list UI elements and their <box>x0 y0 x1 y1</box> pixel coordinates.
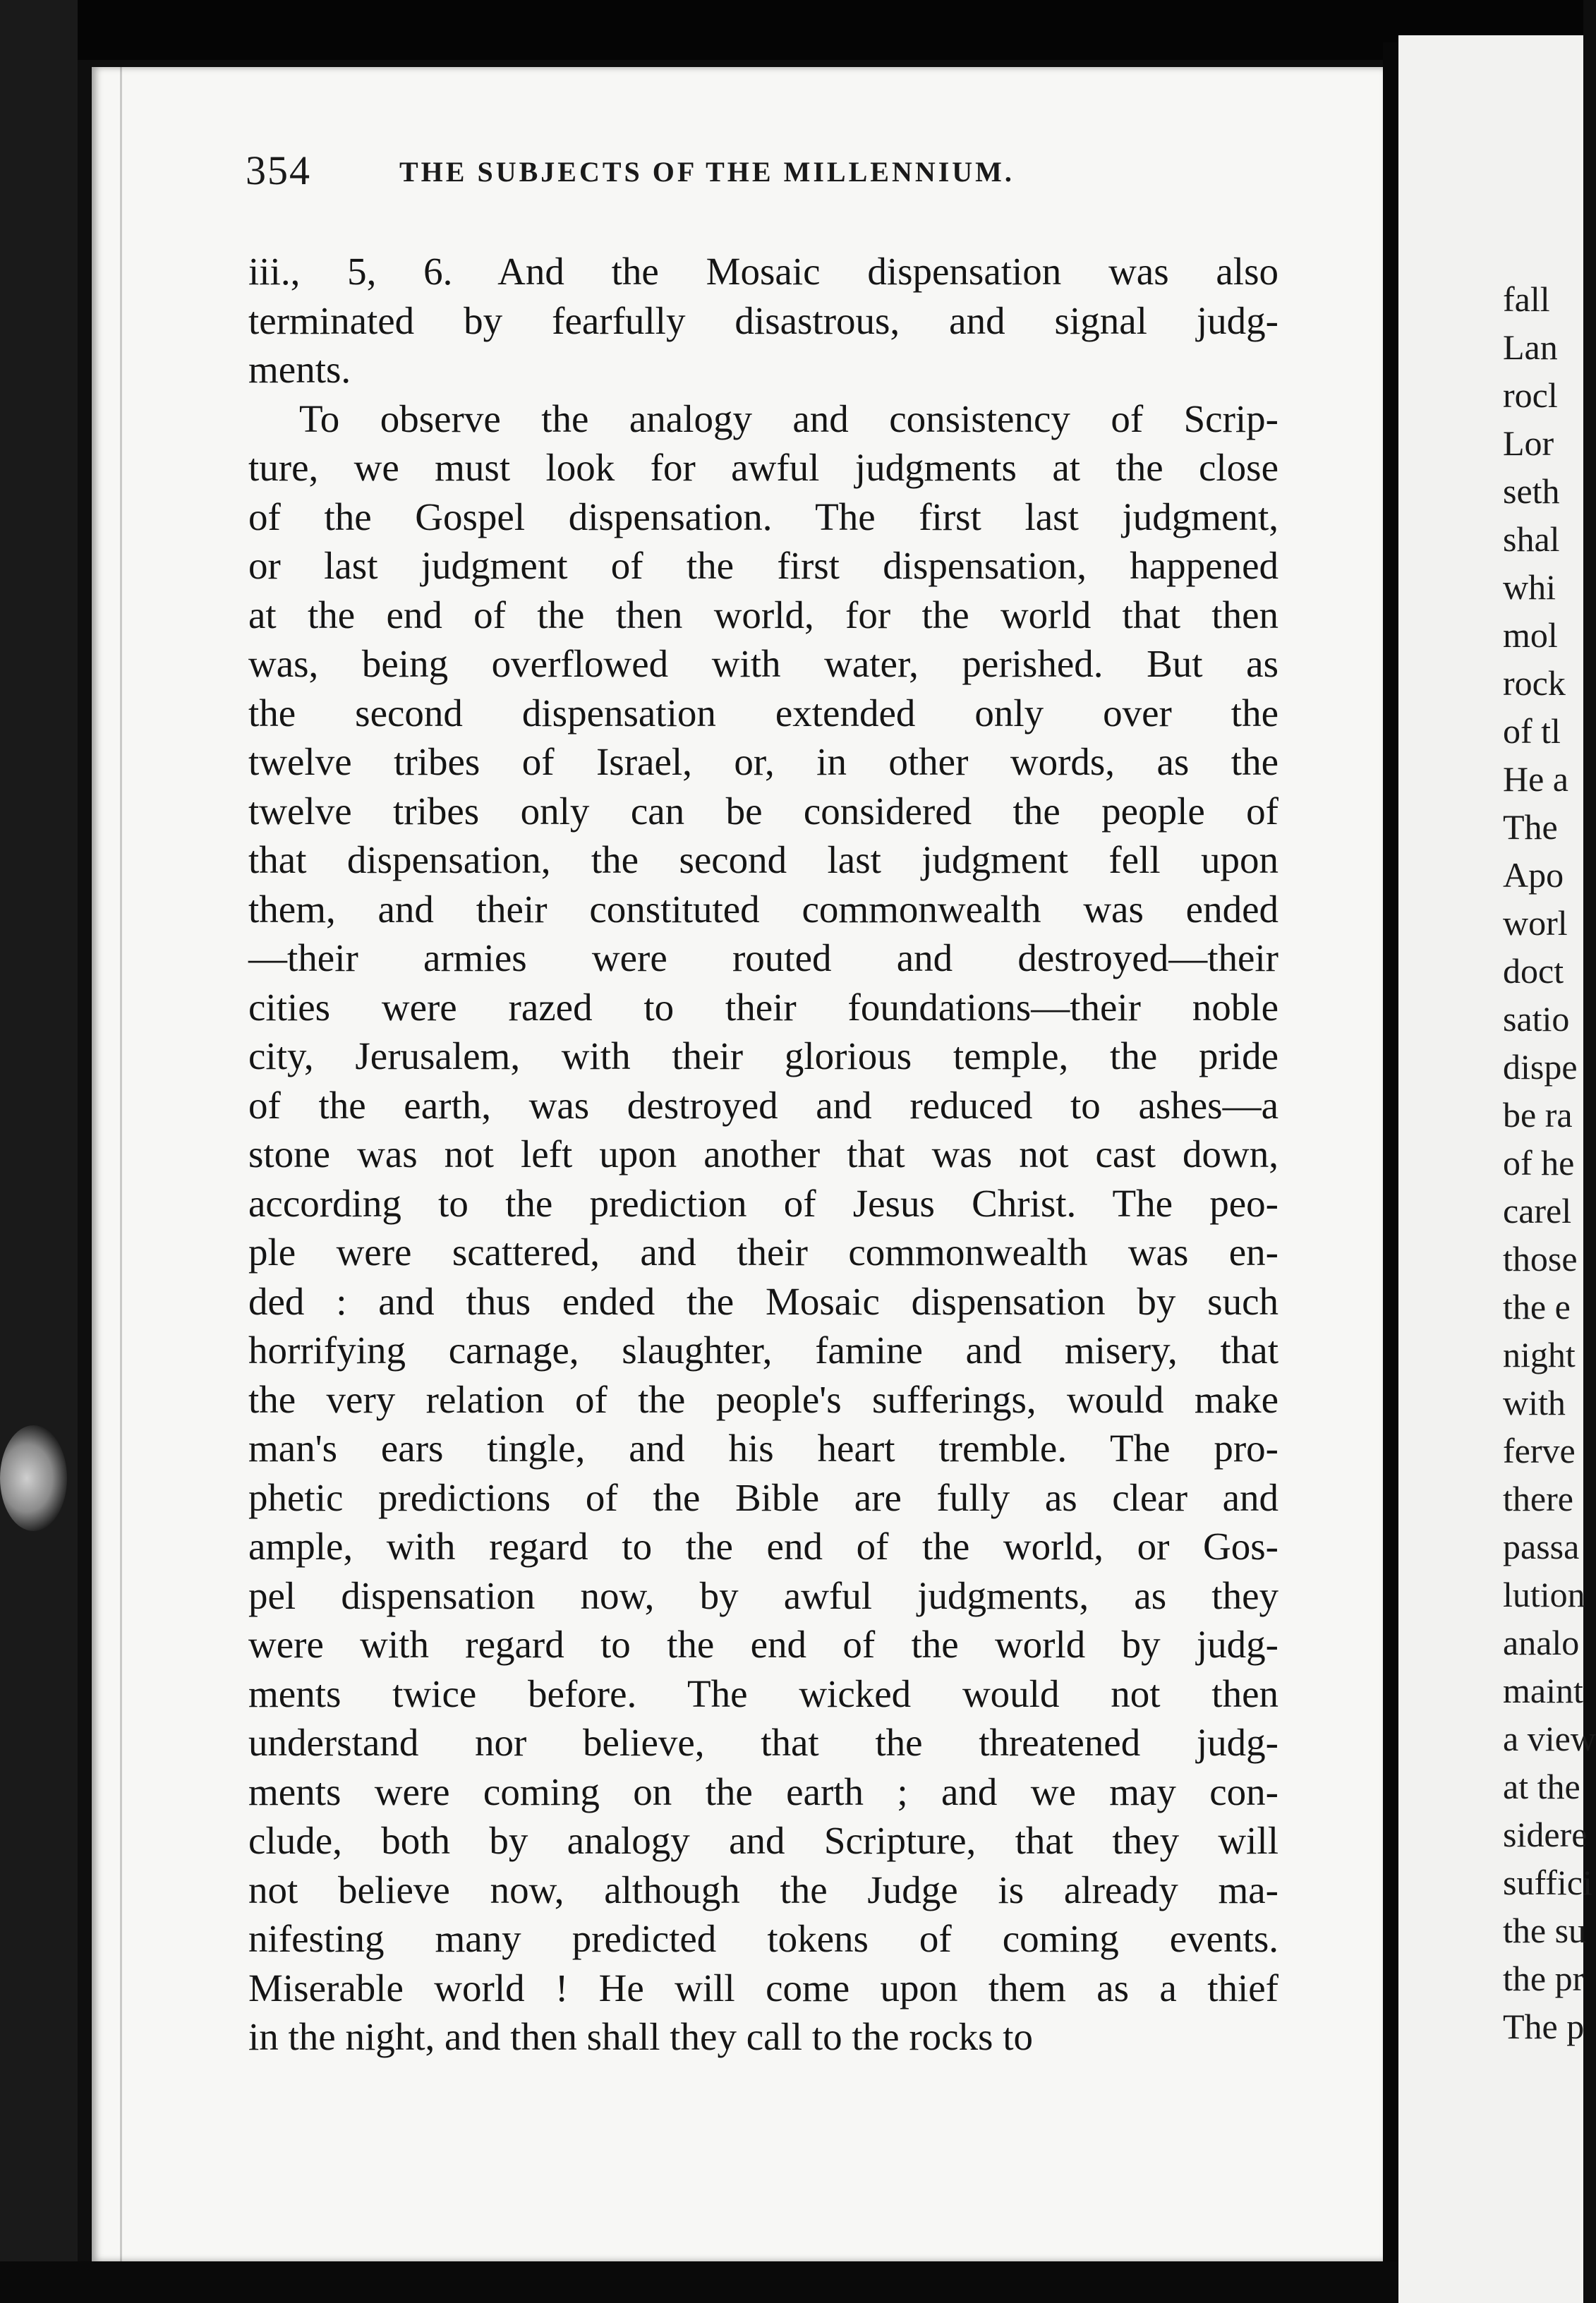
facing-page-text <box>1503 275 1596 2050</box>
text-line: ded : and thus ended the Mosaic dispensation by such <box>248 1279 1278 1323</box>
text-line: stone was not left upon another that was not cast down, <box>248 1132 1278 1175</box>
facing-page-line: carel <box>1503 1191 1572 1231</box>
facing-page-line: doct <box>1503 951 1564 991</box>
page-header <box>246 147 1233 196</box>
facing-page-line: shal <box>1503 519 1560 559</box>
text-line: at the end of the then world, for the world that then <box>248 593 1278 636</box>
facing-page-line: lution <box>1503 1575 1585 1614</box>
text-line: twelve tribes of Israel, or, in other words, as the <box>248 740 1278 783</box>
page-body-text <box>248 247 1278 2062</box>
facing-page <box>1398 35 1596 2303</box>
text-line: the very relation of the people's sufferings, would make <box>248 1377 1278 1421</box>
text-line: terminated by fearfully disastrous, and signal judg- <box>248 298 1278 342</box>
text-line: twelve tribes only can be considered the people of <box>248 789 1278 833</box>
text-line: according to the prediction of Jesus Christ. The peo- <box>248 1181 1278 1225</box>
scan-blemish <box>0 1425 67 1531</box>
facing-page-line: the e <box>1503 1287 1571 1326</box>
facing-page-line: suffici <box>1503 1863 1592 1902</box>
running-title: THE SUBJECTS OF THE MILLENNIUM. <box>399 156 1015 188</box>
text-line: ments twice before. The wicked would not then <box>248 1672 1278 1715</box>
text-line: or last judgment of the first dispensation, happened <box>248 544 1278 587</box>
text-line: understand nor believe, that the threatened judg- <box>248 1721 1278 1764</box>
facing-page-line: be ra <box>1503 1095 1573 1135</box>
facing-page-line: with <box>1503 1383 1566 1422</box>
text-line: pel dispensation now, by awful judgments, as they <box>248 1573 1278 1617</box>
text-line: in the night, and then shall they call to the rocks to <box>248 2015 1033 2058</box>
facing-page-line: He a <box>1503 759 1568 799</box>
facing-page-line: rocl <box>1503 375 1558 415</box>
book-gutter <box>1383 42 1398 2286</box>
text-line: the second dispensation extended only over the <box>248 691 1278 735</box>
text-line: cities were razed to their foundations—their noble <box>248 985 1278 1029</box>
text-line: was, being overflowed with water, perished. But as <box>248 642 1278 685</box>
facing-page-line: those <box>1503 1239 1578 1279</box>
text-line: ments. <box>248 348 351 391</box>
facing-page-line: The <box>1503 807 1558 847</box>
text-line: of the Gospel dispensation. The first last judgment, <box>248 495 1278 538</box>
facing-page-line: there <box>1503 1479 1573 1518</box>
text-line: —their armies were routed and destroyed—their <box>248 936 1278 979</box>
text-line: of the earth, was destroyed and reduced to ashes—a <box>248 1083 1278 1127</box>
text-line: that dispensation, the second last judgment fell upon <box>248 838 1278 881</box>
facing-page-line: ferve <box>1503 1431 1576 1470</box>
facing-page-line: sidere <box>1503 1815 1588 1854</box>
text-line: were with regard to the end of the world by judg- <box>248 1623 1278 1666</box>
page-number: 354 <box>246 147 311 193</box>
scan-border-top <box>0 0 1583 60</box>
scan-border-bottom <box>0 2261 1398 2303</box>
facing-page-line: Lan <box>1503 327 1558 367</box>
facing-page-line: a view <box>1503 1719 1596 1758</box>
facing-page-line: at the <box>1503 1767 1580 1806</box>
facing-page-line: seth <box>1503 471 1560 511</box>
facing-page-line: The p <box>1503 2007 1585 2046</box>
text-line: ments were coming on the earth ; and we may con- <box>248 1770 1278 1813</box>
text-line: clude, both by analogy and Scripture, that they will <box>248 1819 1278 1862</box>
text-line: nifesting many predicted tokens of coming events. <box>248 1917 1278 1960</box>
facing-page-line: dispe <box>1503 1047 1578 1087</box>
text-line: phetic predictions of the Bible are fully as clear and <box>248 1475 1278 1519</box>
facing-page-line: mol <box>1503 615 1558 655</box>
facing-page-line: Apo <box>1503 855 1564 895</box>
facing-page-line: fall <box>1503 279 1550 319</box>
text-line: ple were scattered, and their commonwealth was en- <box>248 1231 1278 1274</box>
text-line: city, Jerusalem, with their glorious temple, the pride <box>248 1034 1278 1077</box>
facing-page-line: the su <box>1503 1911 1587 1950</box>
facing-page-line: the pr <box>1503 1959 1585 1998</box>
text-line: To observe the analogy and consistency of Scrip- <box>299 397 1278 440</box>
facing-page-line: satio <box>1503 999 1570 1039</box>
text-line: man's ears tingle, and his heart tremble. The pro- <box>248 1427 1278 1470</box>
text-line: Miserable world ! He will come upon them as a thief <box>248 1966 1278 2009</box>
text-line: ample, with regard to the end of the world, or Gos- <box>248 1525 1278 1568</box>
text-line: ture, we must look for awful judgments at the close <box>248 446 1278 489</box>
facing-page-line: passa <box>1503 1527 1580 1566</box>
facing-page-line: maint <box>1503 1671 1583 1710</box>
facing-page-line: of tl <box>1503 711 1561 751</box>
text-line: not believe now, although the Judge is already ma- <box>248 1868 1278 1911</box>
facing-page-line: whi <box>1503 567 1556 607</box>
facing-page-line: analo <box>1503 1623 1580 1662</box>
text-line: iii., 5, 6. And the Mosaic dispensation was also <box>248 250 1278 293</box>
text-line: them, and their constituted commonwealth was ended <box>248 887 1278 931</box>
text-line: horrifying carnage, slaughter, famine and misery, that <box>248 1329 1278 1372</box>
facing-page-line: Lor <box>1503 423 1554 463</box>
facing-page-line: worl <box>1503 903 1568 943</box>
facing-page-line: rock <box>1503 663 1566 703</box>
scan-binding-edge <box>0 0 78 2303</box>
facing-page-line: of he <box>1503 1143 1575 1183</box>
facing-page-line: night <box>1503 1335 1576 1374</box>
